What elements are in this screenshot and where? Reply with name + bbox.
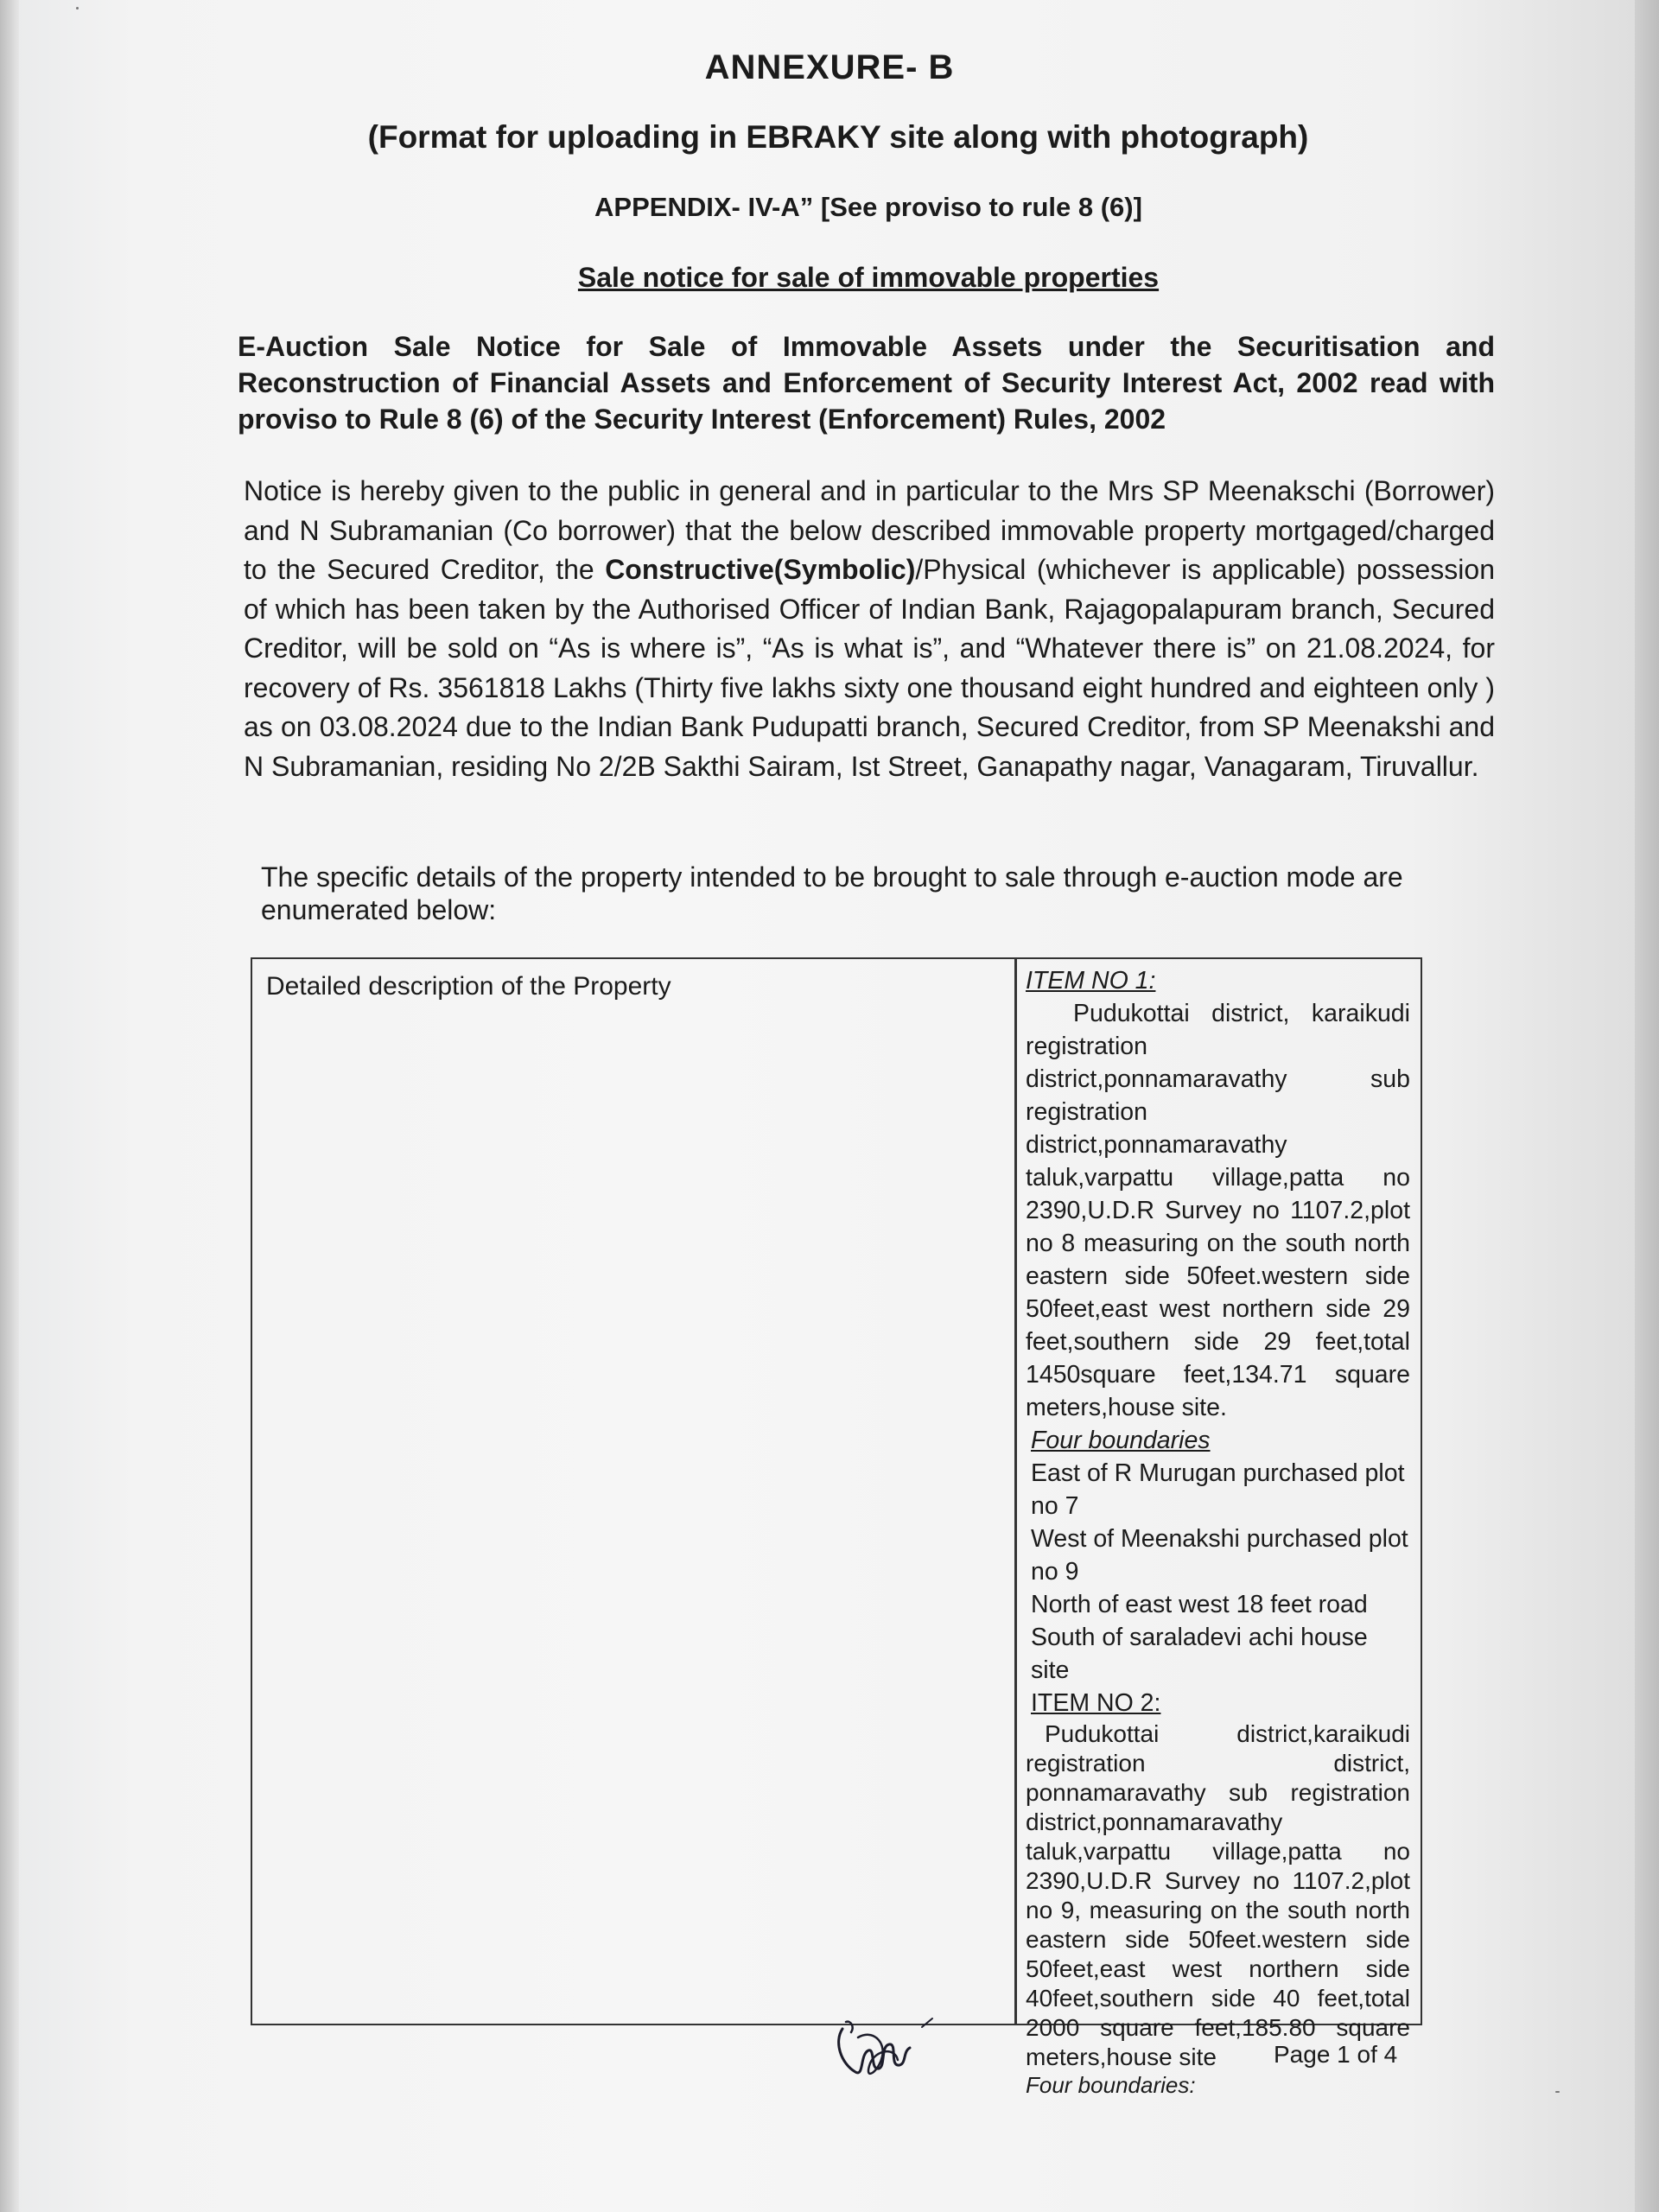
page-number: Page 1 of 4 [1274,2041,1398,2068]
item1-boundary-east: East of R Murugan purchased plot no 7 [1031,1459,1405,1520]
table-column-divider [1014,959,1017,2024]
item2-heading: ITEM NO 2: [1031,1689,1161,1717]
item1-boundaries-heading: Four boundaries [1031,1427,1211,1454]
paper-speck [76,7,79,10]
property-description-cell [1026,964,1410,2098]
notice-text-bold: Constructive(Symbolic) [605,554,916,585]
item1-boundary-north: North of east west 18 feet road [1031,1591,1368,1618]
signature-icon [825,2003,946,2098]
notice-paragraph [244,472,1495,786]
item1-boundary-south: South of saraladevi achi house site [1031,1624,1368,1684]
property-label-cell: Detailed description of the Property [266,972,671,1001]
intro-paragraph: E-Auction Sale Notice for Sale of Immovable Assets under the Securitisation and Reconstruction of Financial Assets and Enforcement of Security Interest Act, 2002 read with proviso to Rule 8 (6) of the Security Interest (Enforcement) Rules, 2002 [238,331,1495,435]
sale-notice-heading: Sale notice for sale of immovable properties [577,262,1160,293]
notice-text-part1: Notice is hereby given to the public in general and in particular to the Mrs SP Meenakschi (Borrower) and N Subramanian (Co borrower) that the below described immovable property mortgaged/charged to the Secured Creditor, the [244,475,1495,585]
item2-description: Pudukottai district,karaikudi registration district, ponnamaravathy sub registration district,ponnamaravathy taluk,varpattu village,patta no 2390,U.D.R Survey no 1107.2,plot no 9, measuring on the south north eastern side 50feet.western side 50feet,east west northern side 40feet,southern side 40 feet,total 2000 square feet,185.80 square meters,house site [1026,1720,1410,2070]
paper-speck [1555,2091,1560,2093]
appendix-reference: APPENDIX- IV-A” [See proviso to rule 8 (6)] [594,192,1142,222]
item2-boundaries-heading: Four boundaries: [1026,2072,1196,2098]
item1-boundary-west: West of Meenakshi purchased plot no 9 [1031,1525,1408,1586]
item1-description: Pudukottai district, karaikudi registration district,ponnamaravathy sub registration district,ponnamaravathy taluk,varpattu village,patta no 2390,U.D.R Survey no 1107.2,plot no 8 measuring on the south north eastern side 50feet.western side 50feet,east west northern side 29 feet,southern side 29 feet,total 1450square feet,134.71 square meters,house site. [1026,1000,1410,1421]
format-subtitle: (Format for uploading in EBRAKY site along with photograph) [367,119,1309,155]
signature-scribble [825,2003,946,2098]
item1-heading: ITEM NO 1: [1026,967,1156,995]
annexure-title: ANNEXURE- B [704,48,955,86]
specific-details-paragraph: The specific details of the property intended to be brought to sale through e-auction mode are enumerated below: [261,861,1403,925]
page-edge-right [1635,0,1659,2212]
page-edge-left [0,0,19,2212]
notice-text-part2: /Physical (whichever is applicable) possession of which has been taken by the Authorised Officer of Indian Bank, Rajagopalapuram branch, Secured Creditor, will be sold on “As is where is”, “As is what is”, and “Whatever there is” on 21.08.2024, for recovery of Rs. 3561818 Lakhs (Thirty five lakhs sixty one thousand eight hundred and eighteen only ) as on 03.08.2024 due to the Indian Bank Pudupatti branch, Secured Creditor, from SP Meenakshi and N Subramanian, residing No 2/2B Sakthi Sairam, Ist Street, Ganapathy nagar, Vanagaram, Tiruvallur. [244,554,1496,782]
